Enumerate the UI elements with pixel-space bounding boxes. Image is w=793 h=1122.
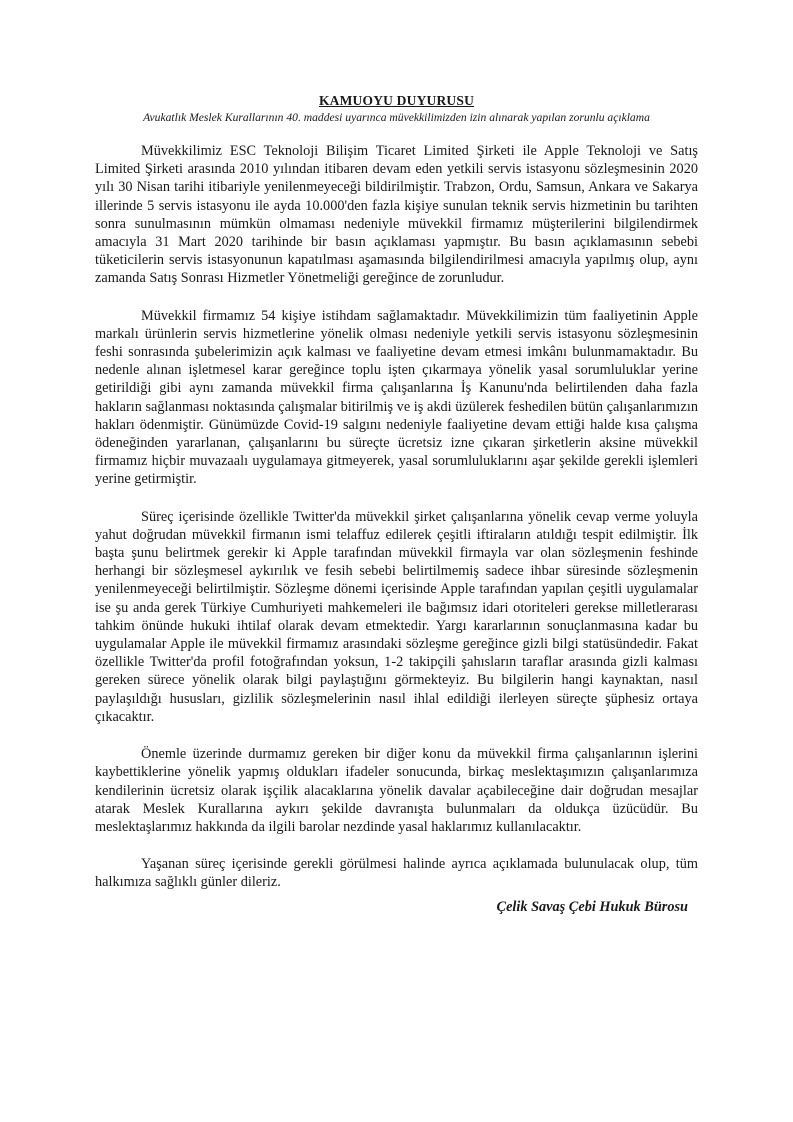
document-title: KAMUOYU DUYURUSU (318, 93, 475, 108)
signature: Çelik Savaş Çebi Hukuk Bürosu (496, 898, 688, 915)
paragraph-4: Önemle üzerinde durmamız gereken bir diğer konu da müvekkil firma çalışanlarının işlerini kaybettiklerine yönelik yapmış oldukları ifadeler sonucunda, birkaç meslektaşımızın çalışanlarımıza kendilerinin ücretsiz olarak işçilik alacaklarına yönelik davalar açabileceğine dair doğrudan mesajlar atarak Meslek Kurallarına aykırı şekilde davranışta bulunmaları da oldukça üzücüdür. Bu meslektaşlarımız hakkında da ilgili barolar nezdinde yasal haklarımız kullanılacaktır. (95, 746, 698, 835)
paragraph-3: Süreç içerisinde özellikle Twitter'da müvekkil şirket çalışanlarına yönelik cevap verme yoluyla yahut doğrudan müvekkil firmanın ismi telaffuz edilerek çeşitli iftiraların atıldığı tespit edilmiştir. İlk başta şunu belirtmek gerekir ki Apple tarafından müvekkil firmayla var olan sözleşmenin feshinde herhangi bir sözleşmesel aykırılık ve fesih sebebi belirtilmemiş sadece ihbar süresinde sözleşmenin yenilenmeyeceği belirtilmiştir. Sözleşme dönemi içerisinde Apple tarafından yapılan çeşitli uygulamalar ise şu anda gerek Türkiye Cumhuriyeti mahkemeleri ile bağımsız idari otoriteleri gerekse milletlerarası tahkim önünde hukuki ihtilaf olarak devam etmektedir. Yargı kararlarının sonuçlanmasına kadar bu uygulamalar Apple ile müvekkil firmamız arasındaki sözleşme gereğince gizli bilgi statüsündedir. Fakat özellikle Twitter'da profil fotoğrafından yoksun, 1-2 takipçili şahısların taraflar arasında gizli kalması gereken sürece yönelik olarak bilgi paylaştığını görmekteyiz. Bu bilgilerin hangi kaynaktan, nasıl paylaşıldığı hususları, gizlilik sözleşmelerinin nasıl ihlal edildiği ilerleyen süreçte şüphesiz ortaya çıkacaktır. (95, 508, 698, 725)
document-subtitle: Avukatlık Meslek Kurallarının 40. maddesi uyarınca müvekkilimizden izin alınarak yapılan zorunlu açıklama (143, 111, 650, 124)
paragraph-1: Müvekkilimiz ESC Teknoloji Bilişim Ticaret Limited Şirketi ile Apple Teknoloji ve Satış Limited Şirketi arasında 2010 yılından itibaren devam eden yetkili servis istasyonu sözleşmesinin 2020 yılı 30 Nisan tarihi itibariyle yenilenmeyeceği bildirilmiştir. Trabzon, Ordu, Samsun, Ankara ve Sakarya illerinde 5 servis istasyonu ile ayda 10.000'den fazla kişiye sunulan teknik servis hizmetinin bu tarihten sonra sunulmasının mümkün olmaması nedeniyle müvekkil firmamız müşterilerini bilgilendirmek amacıyla 31 Mart 2020 tarihinde bir basın açıklaması yapmıştır. Bu basın açıklamasının sebebi tüketicilerin servis istasyonunun kapatılması aşamasında bilgilendirilmesi amacıyla yapılmış olup, aynı zamanda Satış Sonrası Hizmetler Yönetmeliği gereğince de zorunludur. (95, 143, 698, 287)
paragraph-2: Müvekkil firmamız 54 kişiye istihdam sağlamaktadır. Müvekkilimizin tüm faaliyetinin Apple markalı ürünlerin servis hizmetlerine yönelik olması nedeniyle yetkili servis istasyonu sözleşmesinin feshi sonrasında şubelerimizin açık kalması ve faaliyetine devam etmesi imkânı bulunmamaktadır. Bu nedenle alınan işletmesel karar gereğince toplu işten çıkarmaya yönelik yasal sorumluluklar yerine getirildiği gibi aynı zamanda müvekkil firma çalışanlarına İş Kanunu'nda belirtilenden daha fazla hakların sağlanması noktasında çalışmalar bitirilmiş ve iş akdi üzülerek feshedilen bütün çalışanlarımızın hakları ödenmiştir. Günümüzde Covid-19 salgını nedeniyle faaliyetine devam ettiği halde kısa çalışma ödeneğinden yararlanan, çalışanlarını bu süreçte ücretsiz izne çıkaran şirketlerin aksine müvekkil firmamız hiçbir muvazaalı uygulamaya gitmeyerek, yasal sorumluluklarını aşar şekilde gerekli işlemleri yerine getirmiştir. (95, 307, 698, 488)
closing-paragraph: Yaşanan süreç içerisinde gerekli görülmesi halinde ayrıca açıklamada bulunulacak olup, tüm halkımıza sağlıklı günler dileriz. (95, 856, 698, 891)
